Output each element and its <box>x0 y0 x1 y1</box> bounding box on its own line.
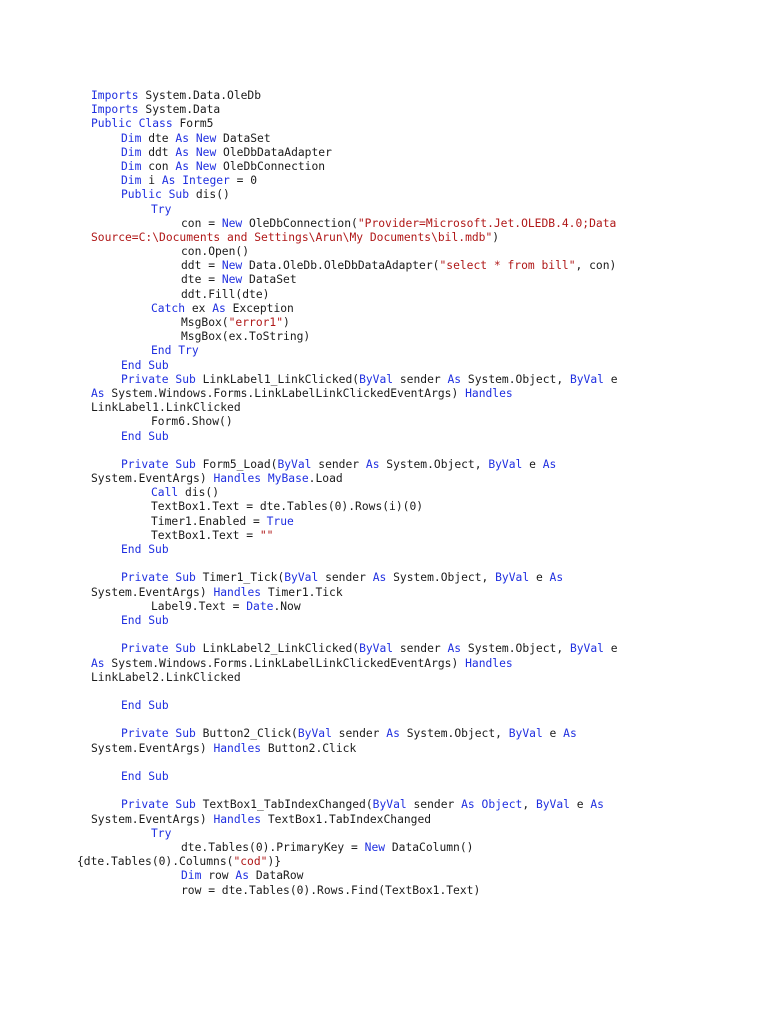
code-keyword: ByVal <box>569 642 604 656</box>
code-keyword: Handles <box>465 656 513 670</box>
code-keyword: New <box>221 273 243 287</box>
code-line <box>0 373 768 387</box>
code-keyword: Private <box>121 571 169 585</box>
code-text <box>475 798 482 811</box>
code-line <box>0 600 768 614</box>
code-keyword: Imports <box>91 103 139 117</box>
code-keyword: ByVal <box>359 372 394 386</box>
code-string: "Provider=Microsoft.Jet.OLEDB.4.0;Data <box>357 216 617 230</box>
code-line <box>0 784 768 798</box>
code-keyword: End <box>121 699 142 713</box>
code-text: row <box>201 869 236 883</box>
code-line <box>0 756 768 770</box>
code-text: ddt = <box>181 259 222 273</box>
code-text: MsgBox( <box>181 316 229 329</box>
code-text: dte = <box>181 273 222 287</box>
code-keyword: Private <box>121 372 169 386</box>
code-text: e <box>603 642 618 656</box>
code-keyword: As <box>563 727 577 741</box>
code-keyword: ByVal <box>508 727 543 741</box>
code-line <box>0 557 768 571</box>
code-keyword: Handles <box>465 386 513 400</box>
code-text: e <box>603 372 618 386</box>
code-text: TextBox1.Text = dte.Tables(0).Rows(i)(0) <box>151 500 424 514</box>
code-text: System.Object, <box>386 571 496 585</box>
code-line <box>0 671 768 685</box>
code-keyword: ByVal <box>495 571 530 585</box>
code-keyword: As <box>161 174 176 188</box>
code-text: System.EventArgs) <box>91 812 214 826</box>
code-line <box>0 614 768 628</box>
code-keyword: Sub <box>148 358 169 372</box>
code-line <box>0 586 768 600</box>
code-keyword: As <box>175 145 190 159</box>
code-text: OleDbDataAdapter <box>216 145 332 159</box>
code-keyword: Sub <box>175 642 196 656</box>
code-line <box>0 657 768 671</box>
code-text <box>189 146 196 159</box>
code-keyword: As <box>386 727 400 741</box>
code-line <box>0 529 768 543</box>
code-line <box>0 174 768 188</box>
code-text: con.Open() <box>181 245 250 259</box>
code-text: Label9.Text = <box>151 599 247 613</box>
code-text: DataRow <box>249 869 304 883</box>
code-line <box>0 444 768 458</box>
code-line <box>0 458 768 472</box>
code-line <box>0 628 768 642</box>
code-keyword: Sub <box>175 372 196 386</box>
code-keyword: Sub <box>148 613 169 627</box>
code-text: MsgBox(ex.ToString) <box>181 330 311 344</box>
code-line <box>0 231 768 245</box>
code-keyword: Integer <box>182 174 230 188</box>
code-keyword: Handles <box>213 741 262 755</box>
code-keyword: Sub <box>148 770 169 783</box>
code-text: e <box>542 727 564 741</box>
code-line <box>0 685 768 699</box>
code-keyword: End <box>121 613 142 627</box>
code-text: dte <box>141 131 176 145</box>
code-text: e <box>522 457 543 471</box>
code-text: con = <box>181 216 222 230</box>
code-text: con <box>141 159 176 173</box>
code-keyword: Sub <box>175 457 196 471</box>
code-line <box>0 89 768 103</box>
code-text: row = dte.Tables(0).Rows.Find(TextBox1.Text) <box>181 883 481 897</box>
code-line <box>0 813 768 827</box>
code-line <box>0 742 768 756</box>
code-text: System.Data <box>138 103 221 117</box>
code-keyword: End <box>121 358 142 372</box>
code-line <box>0 415 768 429</box>
code-text: LinkLabel2_LinkClicked( <box>195 642 360 656</box>
code-keyword: Class <box>138 117 173 131</box>
code-text: sender <box>318 571 373 585</box>
code-text: Timer1.Enabled = <box>151 514 267 528</box>
code-line <box>0 869 768 883</box>
code-keyword: As <box>542 457 557 471</box>
code-keyword: As <box>590 798 604 812</box>
code-line <box>0 642 768 656</box>
code-keyword: Try <box>151 202 172 216</box>
code-keyword: ByVal <box>359 642 394 656</box>
code-text: dis() <box>189 188 230 202</box>
code-keyword: Dim <box>121 131 142 145</box>
code-line <box>0 302 768 316</box>
code-text: Timer1.Tick <box>261 585 343 599</box>
code-text: ) <box>283 316 290 329</box>
code-string: "error1" <box>228 316 284 329</box>
code-line <box>0 515 768 529</box>
code-text: System.EventArgs) <box>91 741 214 755</box>
code-line <box>0 401 768 415</box>
code-keyword: New <box>221 216 243 230</box>
code-text: sender <box>393 372 448 386</box>
code-keyword: End <box>121 429 142 443</box>
code-text: System.EventArgs) <box>91 472 214 486</box>
code-line <box>0 841 768 855</box>
code-line <box>0 699 768 713</box>
code-text: TextBox1.Text = <box>151 528 260 542</box>
code-text: sender <box>311 457 366 471</box>
code-line <box>0 387 768 401</box>
code-line <box>0 273 768 287</box>
code-keyword: As <box>91 656 105 670</box>
code-text: System.Object, <box>399 727 509 741</box>
code-keyword: Object <box>481 798 523 812</box>
code-keyword: True <box>266 514 294 528</box>
code-keyword: ByVal <box>277 457 312 471</box>
code-text: dis() <box>178 486 220 500</box>
code-text: OleDbConnection( <box>242 216 358 230</box>
code-keyword: As <box>447 642 462 656</box>
code-line <box>0 884 768 898</box>
code-line <box>0 571 768 585</box>
code-line <box>0 827 768 841</box>
code-text: {dte.Tables(0).Columns( <box>77 855 234 869</box>
code-text: System.Object, <box>461 372 570 386</box>
code-keyword: ByVal <box>488 457 523 471</box>
code-keyword: New <box>195 159 217 173</box>
code-keyword: Imports <box>91 89 139 102</box>
code-text: sender <box>393 642 448 656</box>
code-keyword: Dim <box>121 159 142 173</box>
code-text: Button2.Click <box>261 741 357 755</box>
code-string: "cod" <box>233 855 268 869</box>
code-keyword: As <box>461 798 475 812</box>
code-keyword: Dim <box>121 145 142 159</box>
code-keyword: ByVal <box>535 798 570 812</box>
code-line <box>0 188 768 202</box>
code-text: System.Windows.Forms.LinkLabelLinkClickedEventArgs) <box>104 656 466 670</box>
code-string: "" <box>259 528 274 542</box>
code-text: = 0 <box>229 174 258 188</box>
code-text: System.Data.OleDb <box>138 89 262 102</box>
code-text: TextBox1_TabIndexChanged( <box>195 798 373 812</box>
code-text: Form6.Show() <box>151 415 233 429</box>
code-keyword: Try <box>178 344 199 358</box>
code-text: Timer1_Tick( <box>195 571 285 585</box>
code-text: sender <box>406 798 462 812</box>
code-keyword: As <box>212 301 226 315</box>
code-keyword: ByVal <box>297 727 332 741</box>
code-text: DataSet <box>242 273 297 287</box>
code-text <box>189 132 196 145</box>
code-text: ddt <box>141 145 176 159</box>
code-keyword: Private <box>121 798 169 812</box>
code-keyword: Sub <box>148 429 169 443</box>
code-text: Button2_Click( <box>195 727 298 741</box>
code-line <box>0 430 768 444</box>
code-keyword: As <box>365 457 380 471</box>
code-line <box>0 132 768 146</box>
code-text: i <box>141 174 162 188</box>
code-line <box>0 217 768 231</box>
code-line <box>0 727 768 741</box>
code-keyword: End <box>151 344 172 358</box>
code-keyword: ByVal <box>569 372 604 386</box>
code-text <box>132 117 139 130</box>
code-keyword: As <box>175 131 190 145</box>
code-text: Data.OleDb.OleDbDataAdapter( <box>242 259 440 273</box>
code-text: dte.Tables(0).PrimaryKey = <box>181 840 365 854</box>
code-line <box>0 472 768 486</box>
code-keyword: Sub <box>168 188 190 202</box>
code-text: Exception <box>225 301 294 315</box>
code-text: System.Windows.Forms.LinkLabelLinkClickedEventArgs) <box>104 386 466 400</box>
code-keyword: As <box>91 386 105 400</box>
code-text: DataColumn() <box>385 840 474 854</box>
code-keyword: New <box>195 145 217 159</box>
code-line <box>0 330 768 344</box>
code-line <box>0 146 768 160</box>
code-text: System.Object, <box>461 642 570 656</box>
code-keyword: Dim <box>121 174 142 188</box>
code-line <box>0 486 768 500</box>
code-line <box>0 245 768 259</box>
code-keyword: New <box>364 840 386 854</box>
code-keyword: New <box>221 259 243 273</box>
code-keyword: New <box>195 131 217 145</box>
code-string: Source=C:\Documents and Settings\Arun\My Documents\bil.mdb" <box>91 230 493 244</box>
code-text: TextBox1.TabIndexChanged <box>261 812 432 826</box>
code-text: e <box>529 571 550 585</box>
code-keyword: Sub <box>148 543 169 556</box>
code-string: "select * from bill" <box>439 259 576 273</box>
code-text: ) <box>492 230 500 244</box>
code-keyword: Handles <box>213 472 262 486</box>
code-keyword: Sub <box>175 571 196 585</box>
code-line <box>0 855 768 869</box>
code-line <box>0 500 768 514</box>
code-line <box>0 543 768 557</box>
code-line <box>0 288 768 302</box>
code-text <box>189 160 196 173</box>
code-text: DataSet <box>216 131 271 145</box>
code-keyword: MyBase <box>267 472 309 486</box>
code-keyword: Handles <box>213 812 262 826</box>
code-keyword: Sub <box>175 798 196 812</box>
code-keyword: ByVal <box>284 571 319 585</box>
code-text: .Load <box>308 472 343 486</box>
code-text: System.Object, <box>379 457 489 471</box>
code-keyword: As <box>235 869 250 883</box>
code-keyword: Date <box>246 599 274 613</box>
code-keyword: Public <box>121 188 162 202</box>
code-keyword: As <box>549 571 564 585</box>
code-text: ex <box>185 301 213 315</box>
code-keyword: Sub <box>148 699 169 713</box>
code-line <box>0 344 768 358</box>
code-line <box>0 259 768 273</box>
code-text: LinkLabel1.LinkClicked <box>91 401 241 415</box>
code-line <box>0 359 768 373</box>
code-keyword: ByVal <box>372 798 407 812</box>
code-text: .Now <box>273 599 301 613</box>
code-keyword: Private <box>121 457 169 471</box>
code-keyword: Handles <box>213 585 262 599</box>
code-text <box>162 188 169 201</box>
code-text: OleDbConnection <box>216 159 326 173</box>
code-keyword: End <box>121 770 142 783</box>
code-keyword: Private <box>121 642 169 656</box>
code-line <box>0 770 768 784</box>
code-keyword: Call <box>151 486 179 500</box>
code-keyword: Try <box>151 826 172 840</box>
code-text: )} <box>267 855 282 869</box>
code-keyword: As <box>372 571 387 585</box>
code-text: , con) <box>575 259 617 273</box>
code-text: ddt.Fill(dte) <box>181 287 270 301</box>
code-text: LinkLabel1_LinkClicked( <box>195 372 360 386</box>
code-text: sender <box>331 727 387 741</box>
code-line <box>0 160 768 174</box>
code-text: Form5_Load( <box>195 457 278 471</box>
code-keyword: End <box>121 543 142 556</box>
code-line <box>0 203 768 217</box>
code-line <box>0 316 768 330</box>
code-keyword: Catch <box>151 301 186 315</box>
code-text: LinkLabel2.LinkClicked <box>91 670 241 684</box>
code-text: System.EventArgs) <box>91 585 214 599</box>
code-keyword: As <box>175 159 190 173</box>
code-text <box>261 472 268 485</box>
code-text: Form5 <box>172 117 214 131</box>
code-document <box>0 89 768 898</box>
code-keyword: Public <box>91 117 132 131</box>
code-keyword: Private <box>121 727 169 741</box>
code-line <box>0 713 768 727</box>
code-keyword: Dim <box>181 869 202 883</box>
code-line <box>0 117 768 131</box>
code-keyword: As <box>447 372 462 386</box>
code-text: e <box>569 798 591 812</box>
code-text: , <box>522 798 536 812</box>
code-keyword: Sub <box>175 727 196 741</box>
code-line <box>0 798 768 812</box>
code-line <box>0 103 768 117</box>
